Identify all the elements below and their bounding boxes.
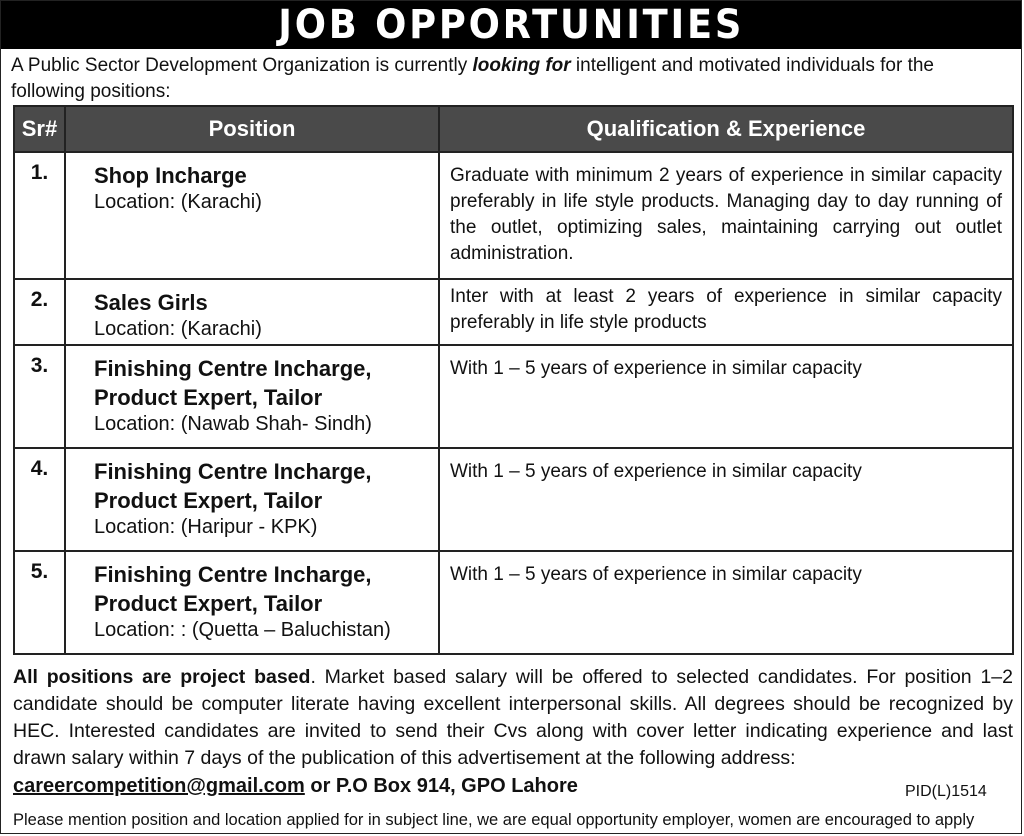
- row-qualification: Graduate with minimum 2 years of experience in similar capacity preferably in life style products. Managing day to day running of the outlet, optimizing sales, maintaining carrying out outlet administration.: [439, 152, 1013, 279]
- footer-bold-lead: All positions are project based: [13, 666, 311, 688]
- row-sr: 5.: [14, 551, 65, 654]
- row-position: [65, 152, 439, 279]
- row-position: [65, 345, 439, 448]
- position-title: Finishing Centre Incharge, Product Expert, Tailor: [94, 562, 372, 616]
- email-link[interactable]: careercompetition@gmail.com: [13, 775, 305, 797]
- header-qualification: Qualification & Experience: [439, 106, 1013, 152]
- row-position: [65, 551, 439, 654]
- position-title: Finishing Centre Incharge, Product Expert, Tailor: [94, 459, 372, 513]
- table-row: [14, 448, 1013, 551]
- contact-line: [13, 775, 578, 798]
- banner-title: [1, 1, 1021, 49]
- footer-body: . Market based salary will be offered to selected candidates. For position 1–2 candidate should be computer literate having excellent interpersonal skills. All degrees should be recognized by HEC. Interested candidates are invited to send their Cvs along with cover letter indicating experience and last drawn salary within 7 days of the publication of this advertisement at the following address:: [13, 666, 1013, 769]
- positions-table: [13, 105, 1014, 655]
- table-header-row: [14, 106, 1013, 152]
- row-sr: 4.: [14, 448, 65, 551]
- pid-code: PID(L)1514: [905, 783, 987, 800]
- table-row: [14, 279, 1013, 345]
- position-title: Sales Girls: [94, 290, 208, 315]
- position-location: Location: : (Quetta – Baluchistan): [94, 619, 391, 641]
- row-sr: 2.: [14, 279, 65, 345]
- banner-title-text: JOB OPPORTUNITIES: [278, 2, 744, 48]
- row-qualification: With 1 – 5 years of experience in similar capacity: [439, 448, 1013, 551]
- row-sr: 1.: [14, 152, 65, 279]
- intro-before: A Public Sector Development Organization is currently: [11, 55, 473, 76]
- row-sr: 3.: [14, 345, 65, 448]
- row-qualification: Inter with at least 2 years of experience in similar capacity preferably in life style products: [439, 279, 1013, 345]
- intro-after: intelligent and motivated individuals for the following positions:: [11, 55, 934, 102]
- position-title: Shop Incharge: [94, 163, 247, 188]
- table-row: [14, 152, 1013, 279]
- footer-paragraph: [13, 664, 1013, 772]
- position-location: Location: (Karachi): [94, 191, 262, 213]
- intro-emphasis: looking for: [472, 55, 571, 76]
- position-location: Location: (Haripur - KPK): [94, 516, 318, 538]
- row-position: [65, 448, 439, 551]
- header-sr: Sr#: [14, 106, 65, 152]
- position-location: Location: (Nawab Shah- Sindh): [94, 413, 372, 435]
- row-position: [65, 279, 439, 345]
- table-row: [14, 551, 1013, 654]
- position-location: Location: (Karachi): [94, 318, 262, 340]
- position-title: Finishing Centre Incharge, Product Expert, Tailor: [94, 356, 372, 410]
- header-position: Position: [65, 106, 439, 152]
- row-qualification: With 1 – 5 years of experience in similar capacity: [439, 551, 1013, 654]
- row-qualification: With 1 – 5 years of experience in similar capacity: [439, 345, 1013, 448]
- intro-paragraph: [11, 53, 1011, 105]
- table-row: [14, 345, 1013, 448]
- apply-note: Please mention position and location applied for in subject line, we are equal opportunity employer, women are encouraged to apply: [13, 811, 975, 829]
- postal-address: or P.O Box 914, GPO Lahore: [304, 775, 578, 797]
